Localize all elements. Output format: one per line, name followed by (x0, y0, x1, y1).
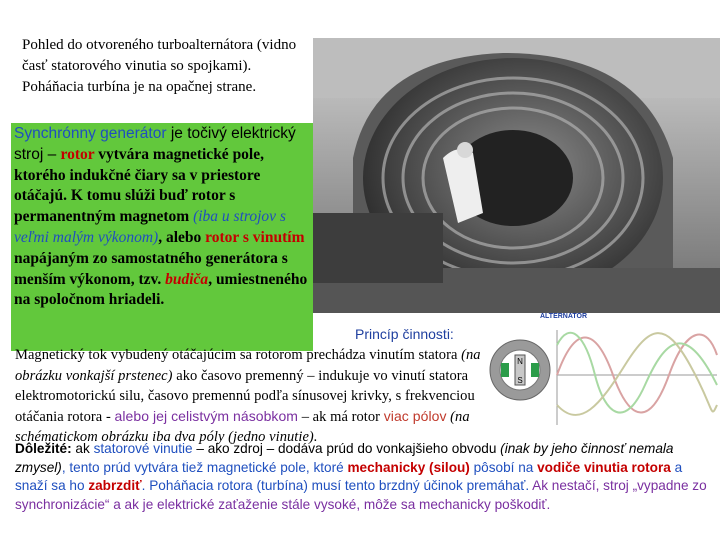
north-pole-label: N (517, 357, 523, 366)
important-paragraph: Dôležité: ak statorové vinutie – ako zdroj – dodáva prúd do vonkajšieho obvodu (inak by jeho činnosť nemala zmysel), tento prúd vytvára tiež magnetické pole, ktoré mechanicky (silou) pôsobí na vodiče vinutia rotora a snaží sa ho zabrzdiť. Poháňacia rotora (turbína) musí tento brzdný účinok premáhať. Ak nestačí, stroj „vypadne zo synchronizácie“ a ak je elektrické zaťaženie stále vysoké, môže sa mechanicky poškodiť. (15, 441, 707, 512)
alternator-label: ALTERNATOR (540, 313, 588, 320)
explanation-paragraph: Magnetický tok vybudený otáčajúcim sa rotorom prechádza vinutím statora (na obrázku vonkajší prstenec) ako časovo premenný – indukuje vo vinutí statora elektromotorickú silu, časovo premennú podľa sínusovej krivky, s frekvenciou otáčania rotora - alebo jej celistvým násobkom – ak má rotor viac pólov (na schématickom obrázku iba dva póly (jedno vinutie). (15, 347, 481, 445)
principle-heading: Princíp činnosti: (355, 326, 454, 342)
turboalternator-photo (313, 38, 720, 313)
alternator-diagram (485, 325, 720, 435)
term-synchronous-generator: Synchrónny generátor (14, 125, 167, 142)
south-pole-label: S (517, 376, 523, 385)
info-box-text: Synchrónny generátor je točivý elektrický stroj – rotor vytvára magnetické pole, ktorého indukčné čiary sa v priestore otáčajú. K tomu slúži buď rotor s permanentným magnetom (iba u strojov s veľmi malým výkonom), alebo rotor s vinutím napájaným zo samostatného generátora s menším výkonom, tzv. budiča, umiestneného na spoločnom hriadeli. (14, 125, 308, 309)
photo-caption: Pohled do otvoreného turboalternátora (vidno časť statorového vinutia so spojkami). Poháňacia turbína je na opačnej strane. (22, 37, 297, 95)
